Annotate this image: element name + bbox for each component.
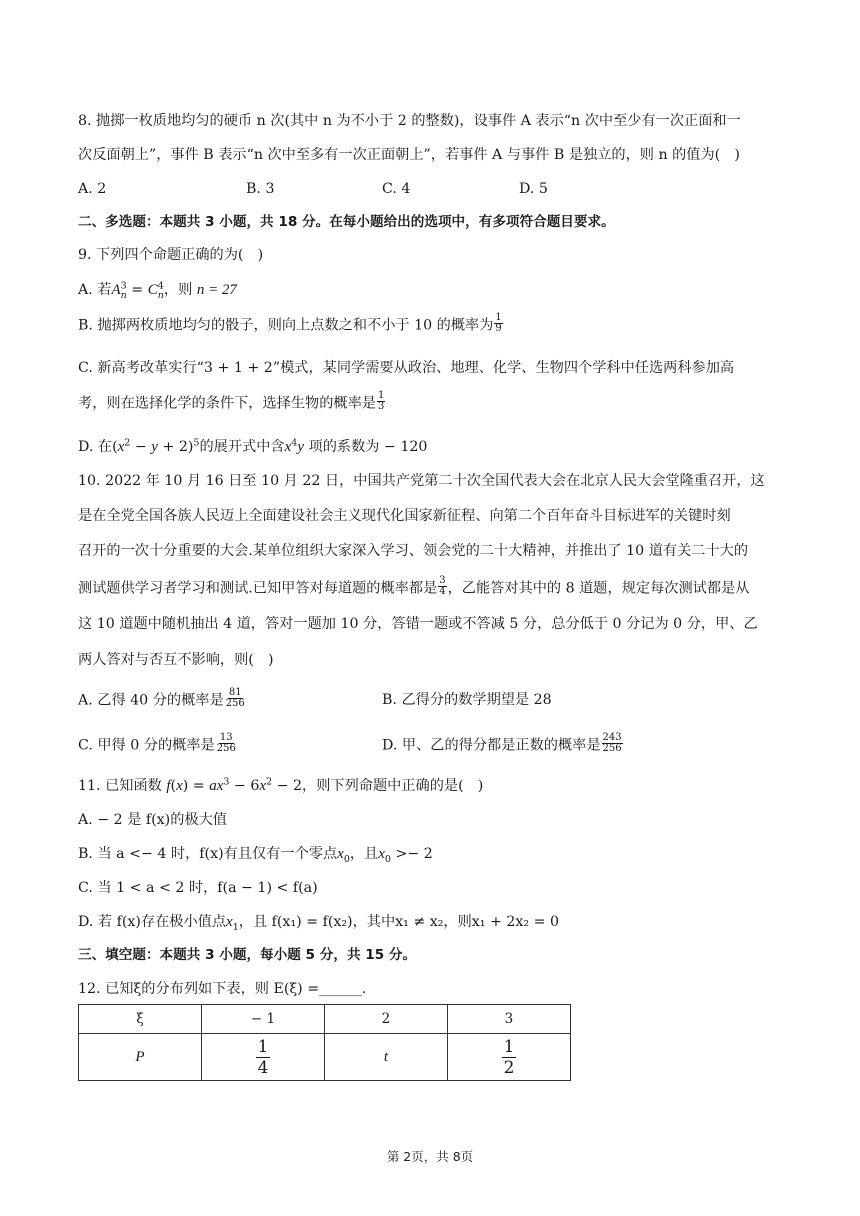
- q10-option-d: D. 甲、乙的得分都是正数的概率是 $\frac{243}{256}$: [382, 732, 622, 754]
- q11-stem: 11. 已知函数 $f(x) = ax^3 - 6x^2 - 2$，则下列命题中正确的是( ): [78, 776, 484, 794]
- fraction: $\frac{81}{256}$: [225, 687, 245, 709]
- table-cell: P: [79, 1034, 202, 1081]
- section-2-heading: 二、多选题：本题共 3 小题，共 18 分。在每小题给出的选项中，有多项符合题目要求。: [78, 214, 615, 230]
- q8-line2: 次反面朝上”，事件 B 表示“n 次中至多有一次正面朝上”，若事件 A 与事件 B 是独立的，则 n 的值为( ): [78, 147, 740, 163]
- q9-stem: 9. 下列四个命题正确的为( ): [78, 247, 264, 263]
- q10-line1: 10. 2022 年 10 月 16 日至 10 月 22 日，中国共产党第二十次全国代表大会在北京人民大会堂隆重召开，这: [78, 473, 765, 489]
- fraction: $\frac{243}{256}$: [602, 732, 622, 754]
- q10-option-c: C. 甲得 0 分的概率是 $\frac{13}{256}$: [78, 732, 236, 754]
- fraction: $\frac{13}{256}$: [216, 732, 236, 754]
- fraction: $\frac{1}{4}$: [257, 1036, 269, 1078]
- table-cell: 2: [324, 1005, 447, 1034]
- fraction: $\frac{1}{2}$: [503, 1036, 515, 1078]
- q12-stem: 12. 已知ξ的分布列如下表，则 E(ξ) =______.: [78, 981, 367, 997]
- q9-option-b: B. 抛掷两枚质地均匀的骰子，则向上点数之和不小于 10 的概率为 $\frac{1}{9}$: [78, 312, 502, 334]
- q10-line5: 这 10 道题中随机抽出 4 道，答对一题加 10 分，答错一题或不答减 5 分，总分低于 0 分记为 0 分，甲、乙: [78, 616, 758, 632]
- table-cell: [201, 1034, 324, 1081]
- distribution-table: [78, 1004, 571, 1081]
- q10-line4: 测试题供学习者学习和测试.已知甲答对每道题的概率都是 $\frac{3}{4}$ ，乙能答对其中的 8 道题，规定每次测试都是从: [78, 575, 750, 597]
- q10-line3: 召开的一次十分重要的大会.某单位组织大家深入学习、领会党的二十大精神，并推出了 10 道有关二十大的: [78, 543, 749, 559]
- q11-option-a: A. − 2 是 f(x)的极大值: [78, 812, 227, 828]
- q10-option-a: A. 乙得 40 分的概率是 $\frac{81}{256}$: [78, 687, 245, 709]
- table-row: [79, 1005, 571, 1034]
- q11-option-b: B. 当 a <− 4 时，f(x)有且仅有一个零点$x_0$，且$x_0 >- 2$: [78, 846, 433, 865]
- table-cell: [447, 1034, 570, 1081]
- q8-option-b: B. 3: [246, 181, 275, 197]
- q8-option-a: A. 2: [78, 181, 107, 197]
- table-cell: 3: [447, 1005, 570, 1034]
- q10-option-b: B. 乙得分的数学期望是 28: [382, 692, 552, 708]
- q11-option-d: D. 若 f(x)存在极小值点$x_1$，且 f(x₁) = f(x₂)，其中x₁ ≠ x₂，则x₁ + 2x₂ = 0: [78, 914, 560, 933]
- table-cell: t: [324, 1034, 447, 1081]
- q8-option-c: C. 4: [382, 181, 411, 197]
- table-row: [79, 1034, 571, 1081]
- q8-option-d: D. 5: [519, 181, 548, 197]
- fraction: $\frac{1}{3}$: [377, 390, 385, 412]
- q10-line6: 两人答对与否互不影响，则( ): [78, 652, 274, 668]
- q11-option-c: C. 当 1 < a < 2 时，f(a − 1) < f(a): [78, 880, 318, 896]
- q9-option-c-line1: C. 新高考改革实行“3 + 1 + 2”模式，某同学需要从政治、地理、化学、生物四个学科中任选两科参加高: [78, 360, 735, 376]
- q9-option-c-line2: 考，则在选择化学的条件下，选择生物的概率是 $\frac{1}{3}$: [78, 390, 385, 412]
- q8-line1: 8. 抛掷一枚质地均匀的硬币 n 次(其中 n 为不小于 2 的整数)，设事件 A 表示“n 次中至少有一次正面和一: [78, 113, 741, 129]
- q9-option-a: A. 若$A^3_n = C^4_n$，则 n = 27: [78, 280, 237, 301]
- table-cell: ξ: [79, 1005, 202, 1034]
- fraction: $\frac{1}{9}$: [495, 312, 502, 334]
- q9-option-d: D. 在$(x^2 - y + 2)^5$的展开式中含$x^4y$ 项的系数为 − 120: [78, 437, 428, 455]
- fraction: $\frac{3}{4}$: [439, 575, 446, 597]
- section-3-heading: 三、填空题：本题共 3 小题，每小题 5 分，共 15 分。: [78, 947, 417, 963]
- q10-line2: 是在全党全国各族人民迈上全面建设社会主义现代化国家新征程、向第二个百年奋斗目标进军的关键时刻: [78, 508, 731, 524]
- page-footer: 第 2页，共 8页: [386, 1149, 474, 1164]
- table-cell: − 1: [201, 1005, 324, 1034]
